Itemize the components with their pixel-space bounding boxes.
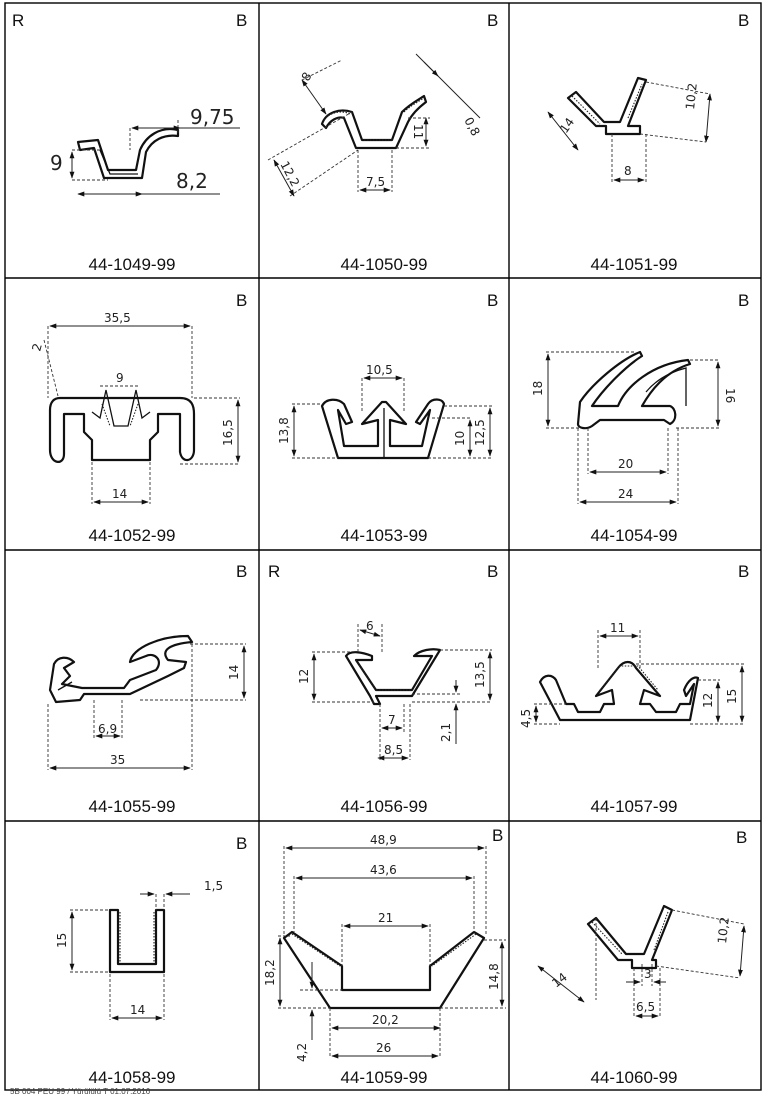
dimension-label: 35,5 <box>104 311 131 325</box>
profile-drawing <box>546 352 720 504</box>
part-code: 44-1051-99 <box>590 255 678 274</box>
dimension-label: 9 <box>116 371 124 385</box>
dimension-label: 14,8 <box>487 963 501 990</box>
corner-right-label: B <box>236 291 248 310</box>
part-code: 44-1058-99 <box>88 1068 176 1087</box>
dimension-label: 8,2 <box>176 169 208 193</box>
corner-right-label: B <box>738 562 750 581</box>
dimension-label: 10,5 <box>366 363 393 377</box>
dimension-label: 14 <box>549 969 570 991</box>
dimension-label: 14 <box>130 1003 146 1017</box>
dimension-label: 20,2 <box>372 1013 399 1027</box>
cell-44-1054-99 <box>531 291 749 545</box>
part-code: 44-1055-99 <box>88 797 176 816</box>
dimension-label: 8 <box>298 69 315 84</box>
dimension-label: 14 <box>227 664 241 680</box>
cell-44-1053-99 <box>277 291 498 545</box>
corner-left-label: R <box>268 562 281 581</box>
part-code: 44-1053-99 <box>340 526 428 545</box>
dimension-label: 24 <box>618 487 634 501</box>
corner-right-label: B <box>492 826 504 845</box>
profile-drawing <box>534 630 744 724</box>
part-code: 44-1057-99 <box>590 797 678 816</box>
dimension-label: 12,5 <box>473 419 487 446</box>
cell-44-1052-99 <box>29 291 247 545</box>
dimension-label: 1,5 <box>204 879 224 893</box>
corner-right-label: B <box>738 291 750 310</box>
part-code: 44-1056-99 <box>340 797 428 816</box>
dimension-label: 14 <box>556 115 578 136</box>
dimension-label: 26 <box>376 1041 392 1055</box>
profile-drawing <box>312 624 492 760</box>
dimension-label: 12 <box>297 668 311 684</box>
part-code: 44-1052-99 <box>88 526 176 545</box>
dimension-label: 10,2 <box>715 916 732 945</box>
dimension-label: 16,5 <box>221 419 235 446</box>
dimension-label: 18 <box>531 380 545 396</box>
dimension-label: 10 <box>453 430 467 446</box>
part-code: 44-1049-99 <box>88 255 176 274</box>
dimension-label: 8 <box>624 164 632 178</box>
dimension-label: 35 <box>110 753 126 767</box>
corner-right-label: B <box>738 11 750 30</box>
profile-drawing <box>48 636 246 770</box>
part-code: 44-1060-99 <box>590 1068 678 1087</box>
dimension-label: 2,1 <box>439 722 453 742</box>
cell-44-1049-99 <box>12 11 247 274</box>
dimension-label: 13,8 <box>277 417 291 444</box>
dimension-label: 6 <box>366 619 374 633</box>
dimension-label: 15 <box>55 932 69 948</box>
dimension-label: 4,5 <box>519 708 533 728</box>
dimension-label: 6,9 <box>98 722 118 736</box>
corner-right-label: B <box>736 828 748 847</box>
cell-44-1059-99 <box>263 826 506 1087</box>
dimension-label: 9 <box>50 151 63 175</box>
part-code: 44-1059-99 <box>340 1068 428 1087</box>
cell-44-1050-99 <box>268 11 498 274</box>
dimension-label: 9,75 <box>190 105 235 129</box>
dimension-label: 12,2 <box>277 158 303 189</box>
dimension-label: 11 <box>610 621 626 635</box>
corner-right-label: B <box>487 11 499 30</box>
part-code: 44-1050-99 <box>340 255 428 274</box>
profile-drawing <box>70 894 190 1020</box>
profile-drawing <box>44 326 240 504</box>
corner-right-label: B <box>487 291 499 310</box>
dimension-label: 0,8 <box>461 114 483 139</box>
dimension-label: 16 <box>723 388 737 404</box>
dimension-label: 20 <box>618 457 634 471</box>
corner-right-label: B <box>487 562 499 581</box>
cell-44-1060-99 <box>538 828 747 1087</box>
cell-44-1058-99 <box>55 834 247 1087</box>
dimension-label: 11 <box>411 124 425 140</box>
dimension-label: 12 <box>701 692 715 708</box>
cell-44-1051-99 <box>548 11 749 274</box>
dimension-label: 7 <box>388 713 396 727</box>
dimension-label: 43,6 <box>370 863 397 877</box>
part-code: 44-1054-99 <box>590 526 678 545</box>
footer-note: 5B 004 PEU 99 / Yürülülü T 01.07.2016 <box>10 1087 151 1096</box>
dimension-label: 6,5 <box>636 1000 656 1014</box>
corner-right-label: B <box>236 562 248 581</box>
cell-44-1056-99 <box>268 562 498 816</box>
dimension-label: 14 <box>112 487 128 501</box>
dimension-label: 2 <box>29 341 45 353</box>
dimension-label: 18,2 <box>263 959 277 986</box>
dimension-label: 13,5 <box>473 661 487 688</box>
corner-right-label: B <box>236 11 248 30</box>
corner-left-label: R <box>12 11 25 30</box>
cell-44-1057-99 <box>519 562 749 816</box>
dimension-label: 7,5 <box>366 175 386 189</box>
dimension-label: 3 <box>644 967 652 981</box>
cell-44-1055-99 <box>48 562 247 816</box>
dimension-label: 21 <box>378 911 394 925</box>
dimension-label: 8,5 <box>384 743 404 757</box>
dimension-label: 15 <box>725 688 739 704</box>
profile-drawing <box>72 120 240 194</box>
dimension-label: 48,9 <box>370 833 397 847</box>
corner-right-label: B <box>236 834 248 853</box>
dimension-label: 10,2 <box>683 82 700 111</box>
dimension-label: 4,2 <box>295 1042 309 1062</box>
